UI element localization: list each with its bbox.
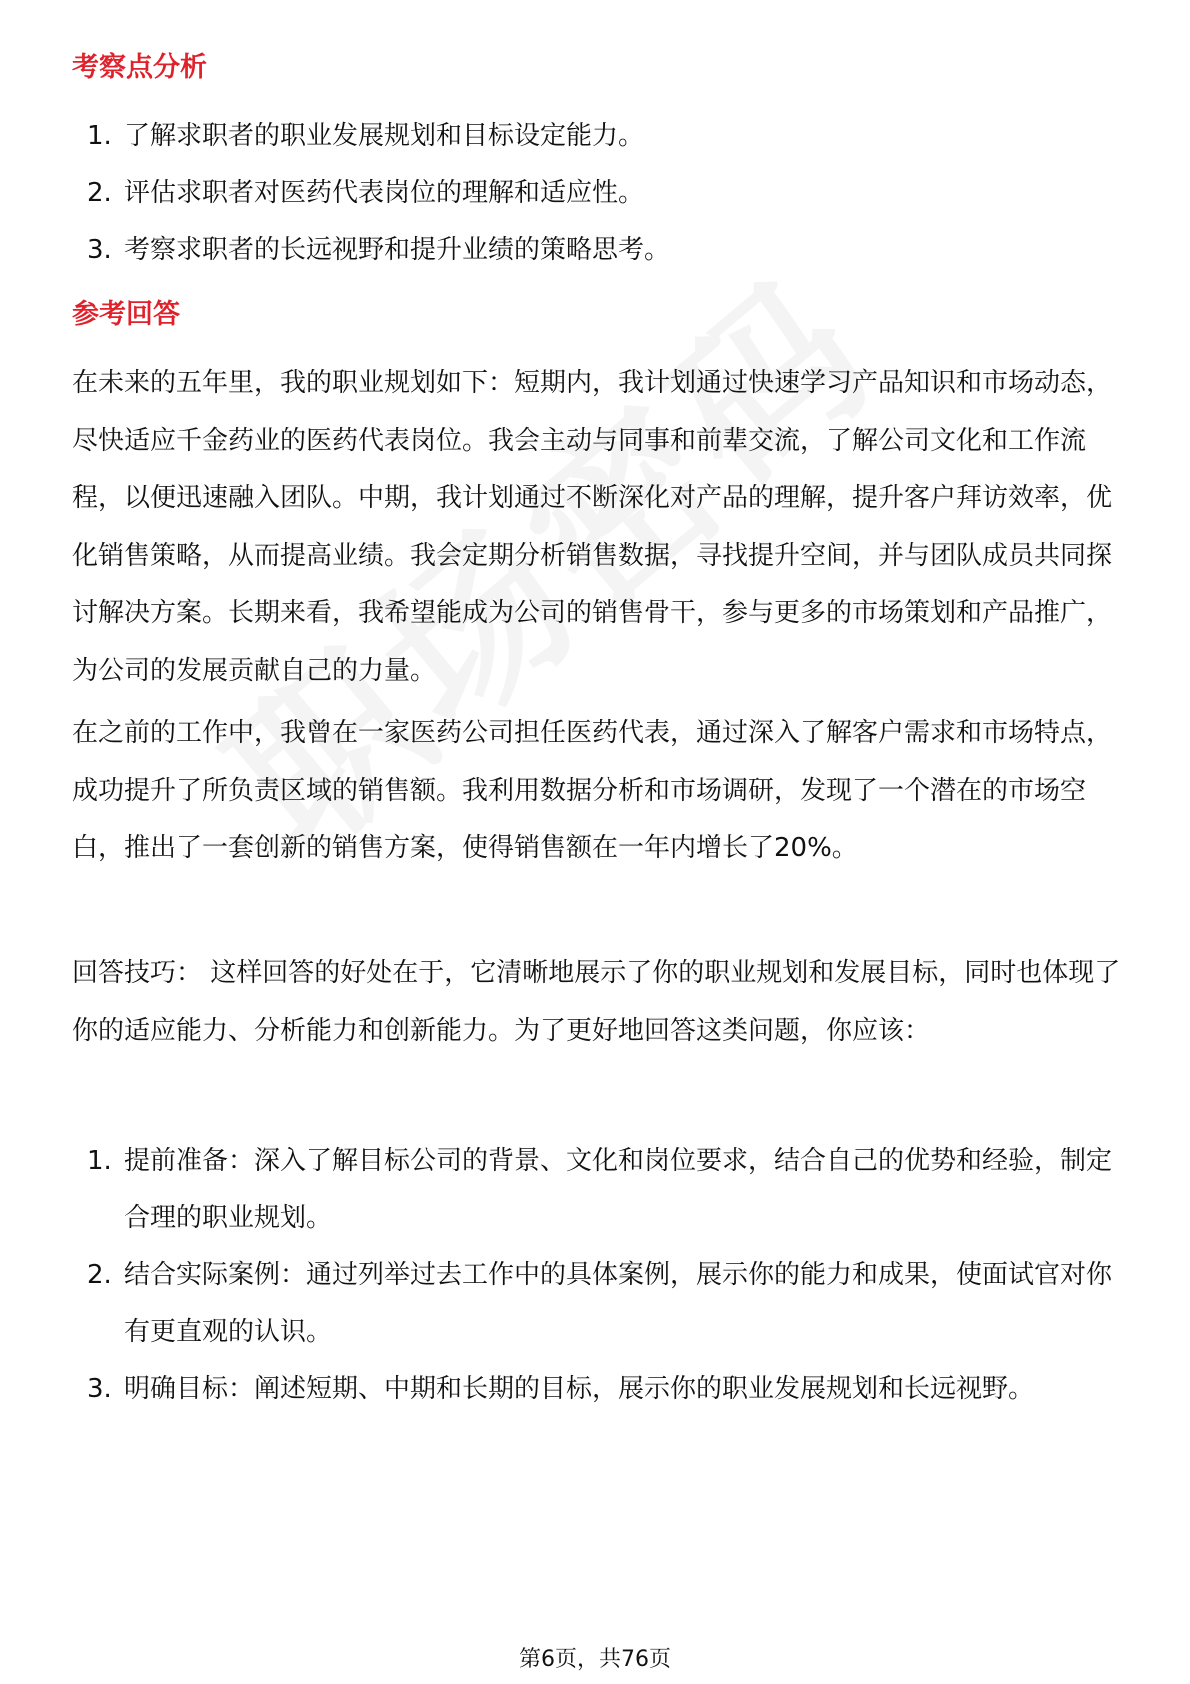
tips-list [72,1133,1122,1418]
list-number: 3. [87,235,112,265]
page-footer: 第6页，共76页 [519,1647,671,1672]
list-number: 1. [87,1146,112,1176]
list-item-text: 考察求职者的长远视野和提升业绩的策略思考。 [124,235,671,265]
list-item [72,222,1122,279]
answer-paragraph: 在之前的工作中，我曾在一家医药公司担任医药代表，通过深入了解客户需求和市场特点，成功提升了所负责区域的销售额。我利用数据分析和市场调研，发现了一个潜在的市场空白，推出了一套创新的销售方案，使得销售额在一年内增长了20%。 [72,718,1113,863]
list-number: 2. [87,1260,112,1290]
list-item-text: 评估求职者对医药代表岗位的理解和适应性。 [124,178,645,208]
answer-section-title: 参考回答 [72,299,180,330]
list-item [72,1361,1122,1418]
tips-intro-paragraph: 回答技巧： 这样回答的好处在于，它清晰地展示了你的职业规划和发展目标，同时也体现了你的适应能力、分析能力和创新能力。为了更好地回答这类问题，你应该： [72,958,1121,1046]
list-number: 2. [87,178,112,208]
analysis-list [72,108,1122,279]
list-number: 3. [87,1374,112,1404]
list-item-text: 明确目标：阐述短期、中期和长期的目标，展示你的职业发展规划和长远视野。 [124,1374,1035,1404]
list-item [72,1247,1122,1361]
answer-paragraph: 在未来的五年里，我的职业规划如下：短期内，我计划通过快速学习产品知识和市场动态，尽快适应千金药业的医药代表岗位。我会主动与同事和前辈交流，了解公司文化和工作流程，以便迅速融入团队。中期，我计划通过不断深化对产品的理解，提升客户拜访效率，优化销售策略，从而提高业绩。我会定期分析销售数据，寻找提升空间，并与团队成员共同探讨解决方案。长期来看，我希望能成为公司的销售骨干，参与更多的市场策划和产品推广，为公司的发展贡献自己的力量。 [72,368,1113,686]
list-item-text: 结合实际案例：通过列举过去工作中的具体案例，展示你的能力和成果，使面试官对你有更直观的认识。 [124,1260,1113,1347]
list-item [72,165,1122,222]
list-item [72,108,1122,165]
list-item-text: 提前准备：深入了解目标公司的背景、文化和岗位要求，结合自己的优势和经验，制定合理的职业规划。 [124,1146,1113,1233]
list-item [72,1133,1122,1247]
list-number: 1. [87,121,112,151]
list-item-text: 了解求职者的职业发展规划和目标设定能力。 [124,121,645,151]
analysis-section-title: 考察点分析 [72,52,207,83]
